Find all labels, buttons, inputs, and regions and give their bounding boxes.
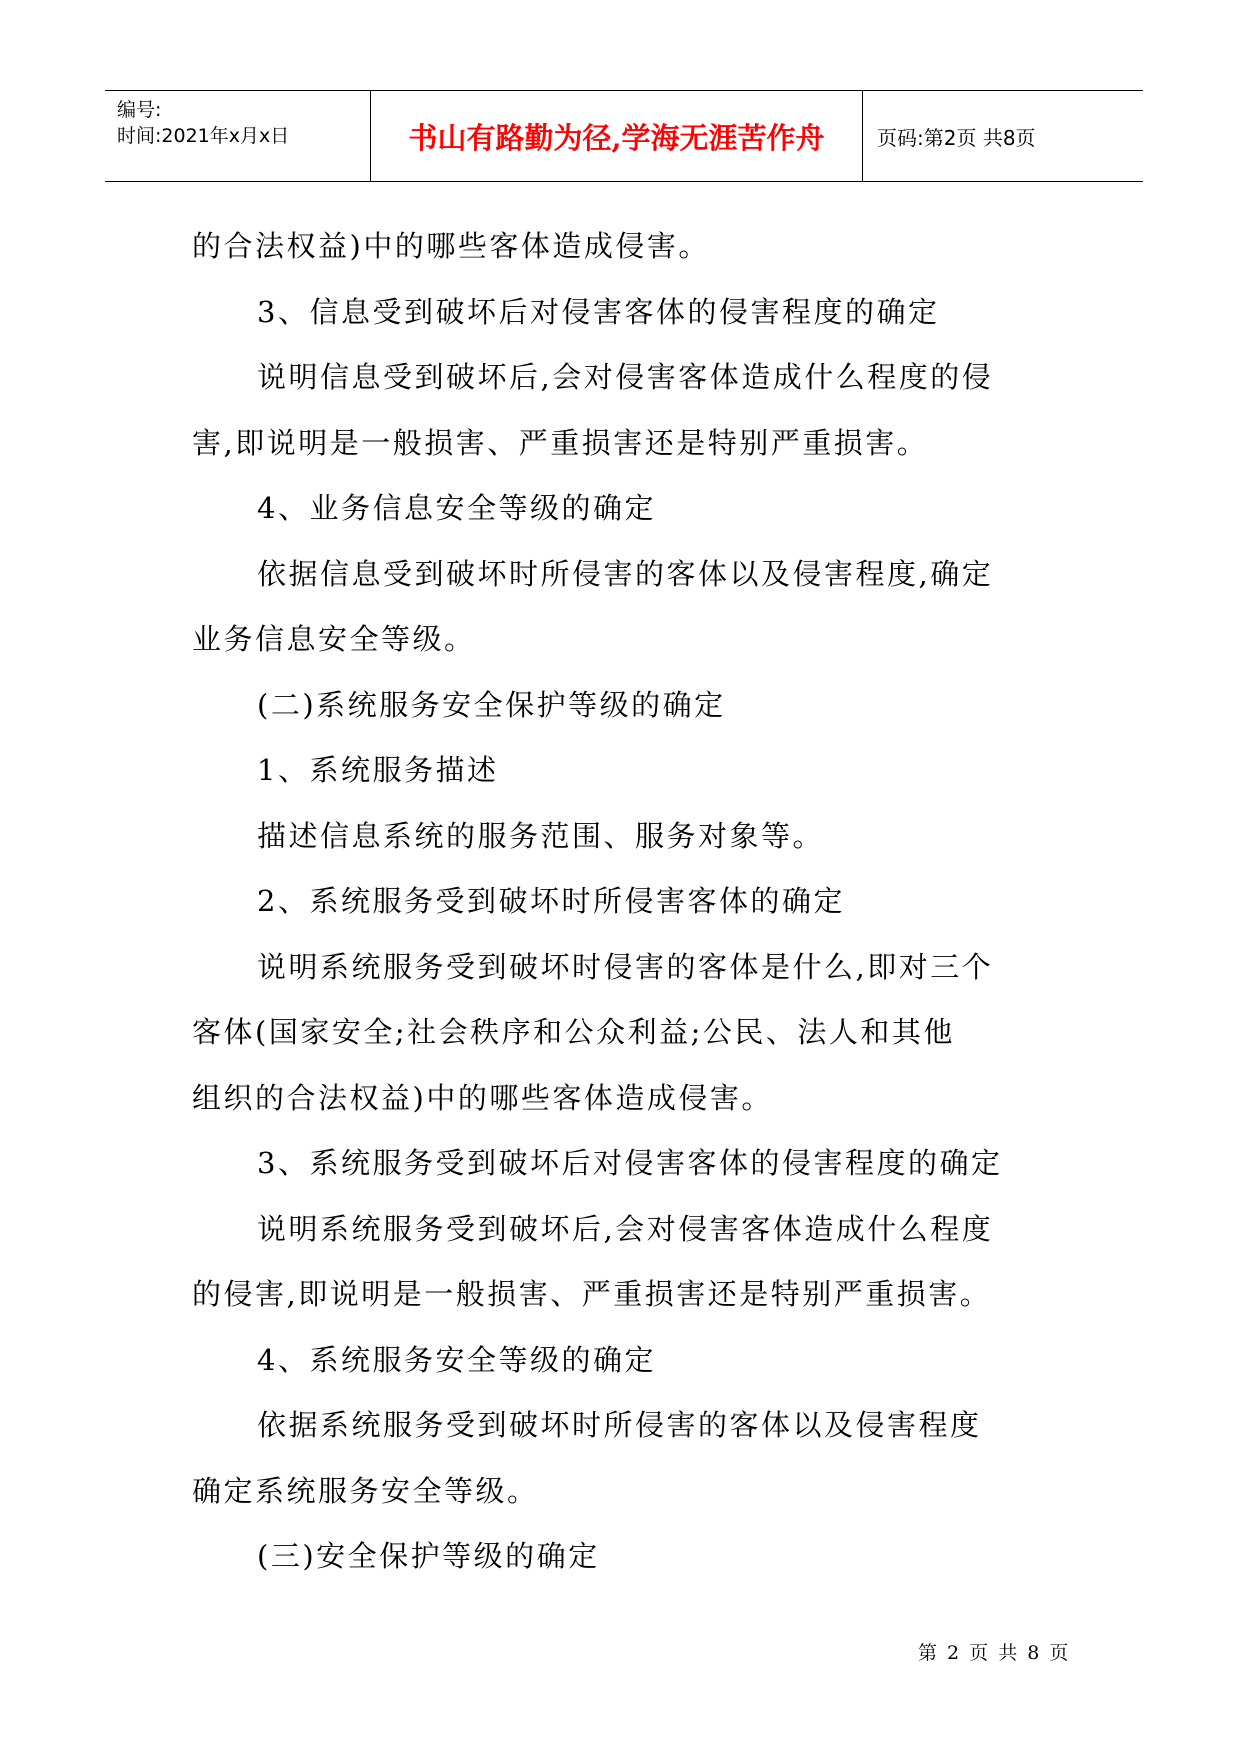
paragraph-line: 害,即说明是一般损害、严重损害还是特别严重损害。 bbox=[192, 425, 929, 460]
paragraph-line: 客体(国家安全;社会秩序和公众利益;公民、法人和其他 bbox=[192, 1015, 955, 1049]
page-footer-number: 第 2 页 共 8 页 bbox=[918, 1642, 1071, 1664]
document-body bbox=[192, 214, 1072, 1590]
page-header bbox=[105, 90, 1143, 182]
header-motto: 书山有路勤为径,学海无涯苦作舟 bbox=[371, 91, 863, 181]
paragraph-line: 描述信息系统的服务范围、服务对象等。 bbox=[257, 818, 825, 853]
paragraph-line: (二)系统服务安全保护等级的确定 bbox=[257, 687, 726, 722]
paragraph-line: 组织的合法权益)中的哪些客体造成侵害。 bbox=[192, 1080, 773, 1115]
paragraph-line: 3、系统服务受到破坏后对侵害客体的侵害程度的确定 bbox=[257, 1146, 1003, 1180]
paragraph-line: 4、业务信息安全等级的确定 bbox=[257, 491, 656, 525]
paragraph-line: (三)安全保护等级的确定 bbox=[257, 1539, 600, 1573]
paragraph-line: 业务信息安全等级。 bbox=[192, 622, 476, 656]
header-info-cell bbox=[105, 91, 371, 181]
document-time-label: 时间:2021年x月x日 bbox=[117, 125, 290, 147]
paragraph-line: 依据信息受到破坏时所侵害的客体以及侵害程度,确定 bbox=[257, 556, 994, 591]
paragraph-line: 1、系统服务描述 bbox=[257, 753, 499, 787]
paragraph-line: 说明信息受到破坏后,会对侵害客体造成什么程度的侵 bbox=[257, 360, 994, 394]
paragraph-line: 2、系统服务受到破坏时所侵害客体的确定 bbox=[257, 884, 845, 918]
paragraph-line: 说明系统服务受到破坏后,会对侵害客体造成什么程度 bbox=[257, 1211, 994, 1246]
paragraph-line: 3、信息受到破坏后对侵害客体的侵害程度的确定 bbox=[257, 294, 940, 329]
header-page-code: 页码:第2页 共8页 bbox=[877, 125, 1036, 150]
paragraph-line: 确定系统服务安全等级。 bbox=[192, 1473, 539, 1508]
document-number-label: 编号: bbox=[117, 99, 162, 121]
paragraph-line: 说明系统服务受到破坏时侵害的客体是什么,即对三个 bbox=[257, 949, 994, 984]
paragraph-line: 4、系统服务安全等级的确定 bbox=[257, 1342, 656, 1377]
paragraph-line: 的侵害,即说明是一般损害、严重损害还是特别严重损害。 bbox=[192, 1277, 992, 1311]
paragraph-line: 依据系统服务受到破坏时所侵害的客体以及侵害程度 bbox=[257, 1408, 982, 1442]
paragraph-line: 的合法权益)中的哪些客体造成侵害。 bbox=[192, 229, 710, 263]
